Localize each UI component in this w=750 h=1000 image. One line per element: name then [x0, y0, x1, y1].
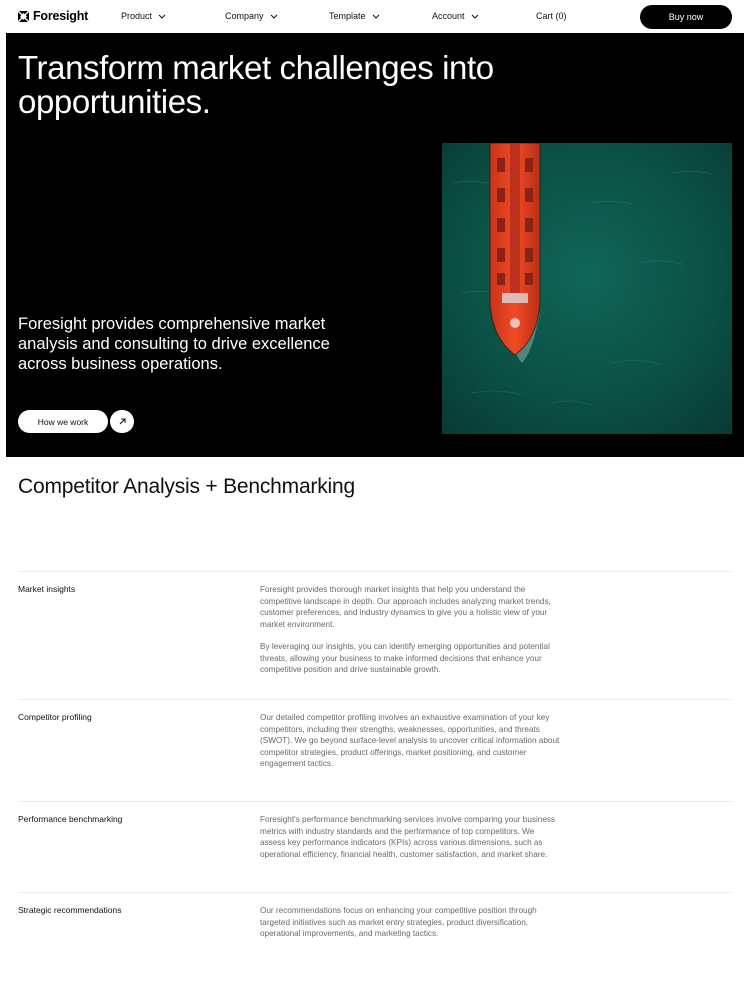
logo-icon [18, 11, 29, 22]
row-label: Performance benchmarking [18, 814, 123, 824]
nav-account[interactable] [432, 11, 479, 21]
row-body [260, 700, 560, 770]
row-paragraph: Foresight's performance benchmarking services involve comparing your business metrics with industry standards and the performance of top competitors. We assess key performance indicators (KPIs) across various dimensions, such as operational efficiency, financial health, customer satisfaction, and market share. [260, 815, 556, 859]
row-body [260, 893, 560, 940]
chevron-down-icon [158, 14, 166, 19]
buy-now-button[interactable]: Buy now [640, 5, 732, 29]
nav-account-label: Account [432, 11, 465, 21]
cart-label: Cart (0) [536, 11, 567, 21]
hero-description: Foresight provides comprehensive market analysis and consulting to drive excellence across business operations. [18, 315, 330, 373]
arrow-button[interactable] [110, 410, 134, 433]
row-paragraph: Our detailed competitor profiling involves an exhaustive examination of your key competitors, including their strengths, weaknesses, opportunities, and threats (SWOT). We go beyond surface-level analysis to uncover critical information about competitor strategies, product offerings, market positioning, and customer engagement tactics. [260, 713, 560, 768]
chevron-down-icon [471, 14, 479, 19]
row-label: Market insights [18, 584, 76, 594]
row-paragraph: Foresight provides thorough market insights that help you understand the competitive landscape in depth. Our approach includes analyzing market trends, customer preferences, and industry dynamics to give you a holistic view of your market environment. [260, 585, 551, 629]
nav-company-label: Company [225, 11, 264, 21]
row-paragraph: Our recommendations focus on enhancing your competitive position through targeted initiatives such as market entry strategies, product diversification, operational improvements, and marketing tactics. [260, 906, 537, 938]
service-row-competitor-profiling [18, 699, 732, 801]
ship-aerial-image [442, 143, 732, 434]
section-title: Competitor Analysis + Benchmarking [18, 475, 355, 498]
nav-company[interactable] [225, 11, 278, 21]
service-row-strategic-recommendations [18, 892, 732, 972]
logo-text: Foresight [33, 9, 89, 23]
chevron-down-icon [270, 14, 278, 19]
nav-product-label: Product [121, 11, 153, 21]
nav-template[interactable] [329, 11, 380, 21]
arrow-up-right-icon [118, 417, 127, 426]
nav-product[interactable] [121, 11, 166, 21]
chevron-down-icon [372, 14, 380, 19]
row-body [260, 802, 560, 860]
cart-link[interactable] [536, 11, 567, 21]
top-nav [0, 0, 750, 33]
services-list [18, 571, 732, 972]
row-label: Strategic recommendations [18, 905, 122, 915]
logo[interactable] [18, 9, 88, 23]
nav-template-label: Template [329, 11, 366, 21]
row-label: Competitor profiling [18, 712, 92, 722]
how-we-work-button[interactable]: How we work [18, 410, 108, 433]
row-paragraph: By leveraging our insights, you can identify emerging opportunities and potential threats, allowing your business to make informed decisions that enhance your competitive position and drive sustainable growth. [260, 642, 550, 674]
hero-title: Transform market challenges into opportunities. [18, 49, 494, 120]
row-body [260, 572, 560, 676]
hero-section [6, 33, 744, 457]
service-row-performance-benchmarking [18, 801, 732, 892]
service-row-market-insights [18, 571, 732, 699]
